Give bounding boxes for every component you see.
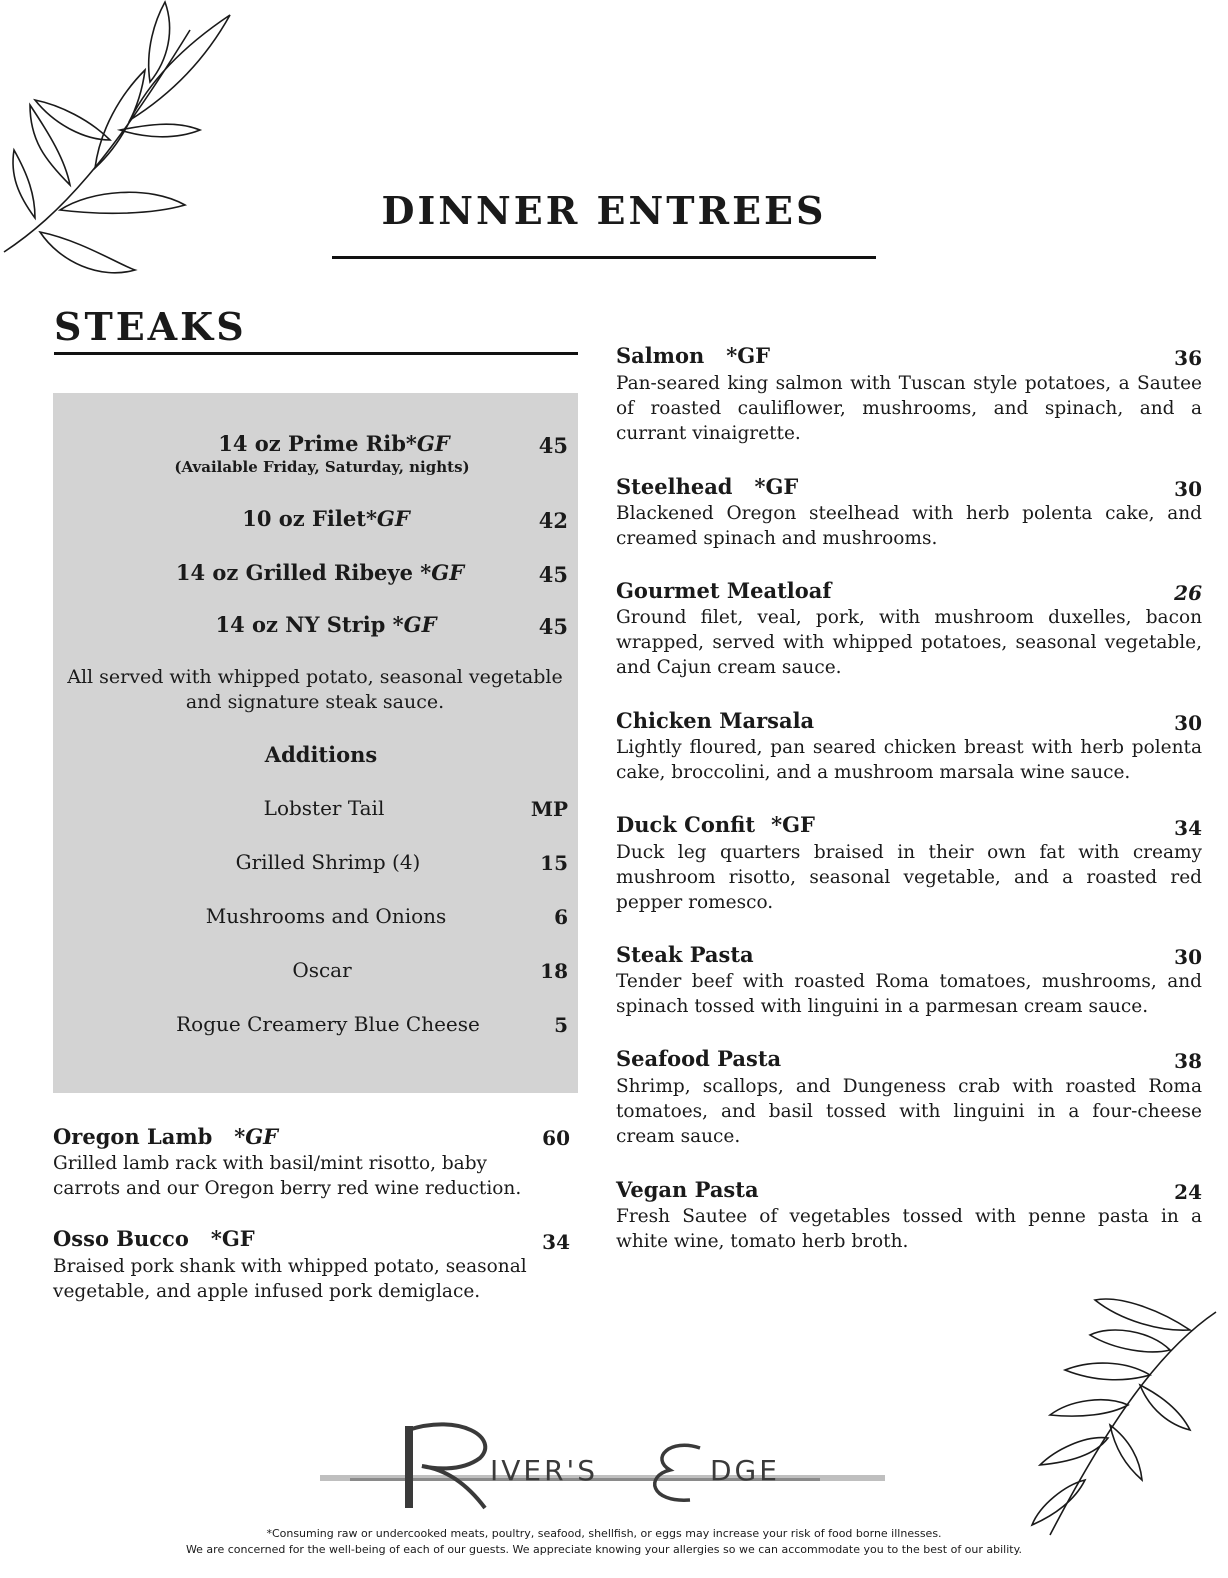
dish-price: 38 xyxy=(1174,1049,1202,1073)
addition-name: Oscar xyxy=(292,958,352,982)
dish-name: Oregon Lamb *GF xyxy=(53,1124,279,1149)
dish-price: 30 xyxy=(1174,711,1202,735)
dish-name: Steelhead *GF xyxy=(616,474,799,499)
footer-disclaimer: *Consuming raw or undercooked meats, poultry, seafood, shellfish, or eggs may increase your risk of food borne illnesses. xyxy=(266,1527,942,1540)
addition-price: 5 xyxy=(554,1013,568,1037)
addition-price: 18 xyxy=(540,959,568,983)
leaf-branch-icon xyxy=(1010,1290,1220,1550)
dish-price: 24 xyxy=(1174,1180,1202,1204)
dish-description: Ground filet, veal, pork, with mushroom duxelles, bacon wrapped, served with whipped potatoes, seasonal vegetable, and Cajun cream sauce. xyxy=(616,607,1202,678)
addition-price: 15 xyxy=(540,851,568,875)
dish-name: Salmon *GF xyxy=(616,343,771,368)
additions-heading: Additions xyxy=(264,742,378,767)
dish-description: Shrimp, scallops, and Dungeness crab with roasted Roma tomatoes, and basil tossed with linguini in a four-cheese cream sauce. xyxy=(616,1076,1202,1147)
dish-description: Lightly floured, pan seared chicken breast with herb polenta cake, broccolini, and a mushroom marsala wine sauce. xyxy=(616,737,1202,783)
steak-item-name: 14 oz Prime Rib*GF xyxy=(218,431,450,456)
leaf-branch-icon xyxy=(0,0,240,290)
steak-item-price: 45 xyxy=(538,562,568,587)
title-divider xyxy=(332,256,876,259)
addition-price: 6 xyxy=(554,905,568,929)
dish-description: Tender beef with roasted Roma tomatoes, mushrooms, and spinach tossed with linguini in a parmesan cream sauce. xyxy=(616,971,1202,1017)
dish-name: Duck Confit *GF xyxy=(616,812,815,837)
dish-name: Osso Bucco *GF xyxy=(53,1226,255,1251)
steak-item-note: (Available Friday, Saturday, nights) xyxy=(174,458,470,476)
dish-description: Pan-seared king salmon with Tuscan style potatoes, a Sautee of roasted cauliflower, mushrooms, and spinach, and a currant vinaigrette. xyxy=(616,373,1202,444)
footer-allergy-note: We are concerned for the well-being of each of our guests. We appreciate knowing your allergies so we can accommodate you to the best of our ability. xyxy=(185,1543,1023,1556)
dish-description: Braised pork shank with whipped potato, seasonal vegetable, and apple infused pork demiglace. xyxy=(53,1256,527,1302)
dish-description: Duck leg quarters braised in their own fat with creamy mushroom risotto, seasonal vegetable, and a roasted red pepper romesco. xyxy=(616,842,1202,913)
steak-item-price: 45 xyxy=(538,433,568,458)
addition-name: Mushrooms and Onions xyxy=(205,904,447,928)
dish-price: 30 xyxy=(1174,477,1202,501)
svg-text:DGE: DGE xyxy=(710,1454,780,1487)
page-title: DINNER ENTREES xyxy=(381,188,827,233)
steaks-served-with: All served with whipped potato, seasonal vegetable and signature steak sauce. xyxy=(67,666,563,713)
addition-name: Lobster Tail xyxy=(263,796,385,820)
steak-item-name: 10 oz Filet*GF xyxy=(242,506,410,531)
dish-description: Blackened Oregon steelhead with herb polenta cake, and creamed spinach and mushrooms. xyxy=(616,503,1202,549)
dish-price: 60 xyxy=(542,1126,570,1150)
addition-price: MP xyxy=(530,797,568,821)
dish-price: 26 xyxy=(1174,581,1202,605)
dish-name: Steak Pasta xyxy=(616,942,754,967)
dish-price: 34 xyxy=(542,1230,570,1254)
dish-price: 36 xyxy=(1174,346,1202,370)
dish-name: Seafood Pasta xyxy=(616,1046,782,1071)
steak-item-price: 42 xyxy=(538,508,568,533)
dish-description: Fresh Sautee of vegetables tossed with penne pasta in a white wine, tomato herb broth. xyxy=(616,1206,1202,1252)
section-title-steaks: STEAKS xyxy=(54,304,247,349)
steak-item-name: 14 oz Grilled Ribeye *GF xyxy=(175,560,465,585)
dish-price: 30 xyxy=(1174,945,1202,969)
dish-price: 34 xyxy=(1174,816,1202,840)
steak-item-name: 14 oz NY Strip *GF xyxy=(215,612,437,637)
addition-name: Rogue Creamery Blue Cheese xyxy=(176,1012,480,1036)
steak-item-price: 45 xyxy=(538,614,568,639)
addition-name: Grilled Shrimp (4) xyxy=(235,850,421,874)
dish-name: Vegan Pasta xyxy=(616,1177,759,1202)
dish-name: Chicken Marsala xyxy=(616,708,815,733)
restaurant-logo xyxy=(310,1418,900,1518)
svg-text:IVER'S: IVER'S xyxy=(490,1454,599,1487)
dish-name: Gourmet Meatloaf xyxy=(616,578,832,603)
dish-description: Grilled lamb rack with basil/mint risotto, baby carrots and our Oregon berry red wine reduction. xyxy=(53,1153,522,1199)
section-divider xyxy=(54,352,578,355)
